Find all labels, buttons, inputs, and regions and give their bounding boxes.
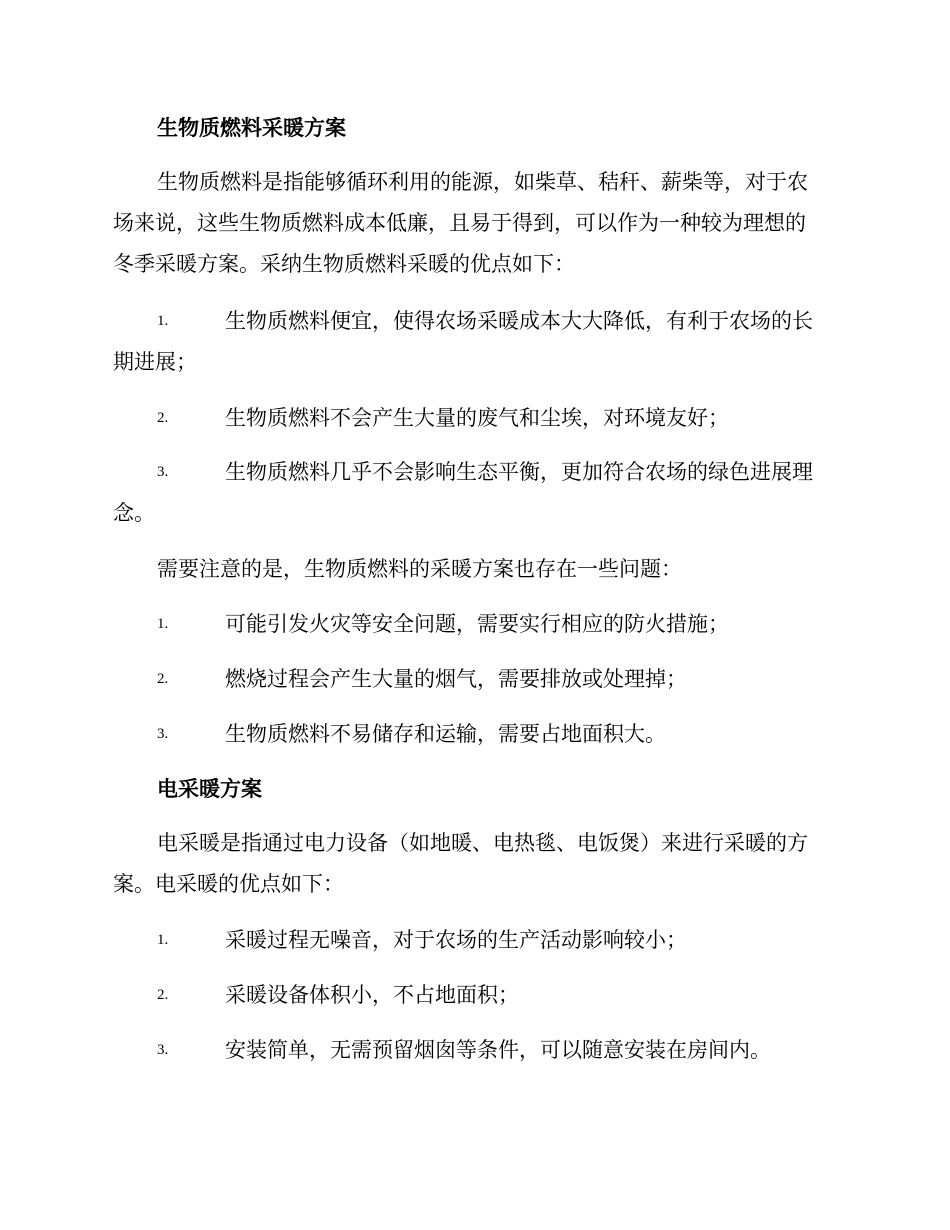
list-number: 3. [157,1042,169,1058]
text-line: 燃烧过程会产生大量的烟气，需要排放或处理掉； [225,667,687,691]
list-item-problem-3 [113,714,835,755]
paragraph-biomass-note [113,549,835,590]
text-line: 念。 [113,501,155,525]
text-line: 案。电采暖的优点如下： [113,872,344,896]
text-line: 生物质燃料是指能够循环利用的能源，如柴草、秸秆、薪柴等，对于农 [157,170,808,194]
text-line: 生物质燃料不会产生大量的废气和尘埃，对环境友好； [225,406,729,430]
list-item-advantage-2 [113,398,835,439]
list-item-electric-advantage-1 [113,920,835,961]
text-line: 期进展； [113,350,197,374]
text-line: 可能引发火灾等安全问题，需要实行相应的防火措施； [225,612,729,636]
paragraph-electric-intro [113,823,835,905]
text-line: 生物质燃料不易储存和运输，需要占地面积大。 [225,722,666,746]
text-line: 安装简单，无需预留烟囱等条件，可以随意安装在房间内。 [225,1038,771,1062]
list-item-advantage-1 [113,301,835,383]
text-line: 需要注意的是，生物质燃料的采暖方案也存在一些问题： [157,557,682,581]
list-number: 2. [157,987,169,1003]
list-item-problem-1 [113,604,835,645]
text-line: 采暖过程无噪音，对于农场的生产活动影响较小； [225,928,687,952]
list-number: 1. [157,932,169,948]
list-item-electric-advantage-2 [113,975,835,1016]
list-item-advantage-3 [113,452,835,534]
list-number: 2. [157,410,169,426]
list-number: 3. [157,464,169,480]
list-item-problem-2 [113,659,835,700]
text-line: 冬季采暖方案。采纳生物质燃料采暖的优点如下： [113,252,575,276]
list-number: 2. [157,671,169,687]
section-heading-biomass: 生物质燃料采暖方案 [157,115,346,140]
section-heading-electric: 电采暖方案 [157,776,262,801]
text-line: 电采暖是指通过电力设备（如地暖、电热毯、电饭煲）来进行采暖的方 [157,831,808,855]
list-number: 1. [157,616,169,632]
text-line: 生物质燃料便宜，使得农场采暖成本大大降低，有利于农场的长 [225,309,813,333]
paragraph-biomass-intro [113,162,835,285]
list-number: 1. [157,313,169,329]
list-number: 3. [157,726,169,742]
text-line: 采暖设备体积小，不占地面积； [225,983,519,1007]
text-line: 场来说，这些生物质燃料成本低廉，且易于得到，可以作为一种较为理想的 [113,211,806,235]
list-item-electric-advantage-3 [113,1030,835,1071]
text-line: 生物质燃料几乎不会影响生态平衡，更加符合农场的绿色进展理 [225,460,813,484]
